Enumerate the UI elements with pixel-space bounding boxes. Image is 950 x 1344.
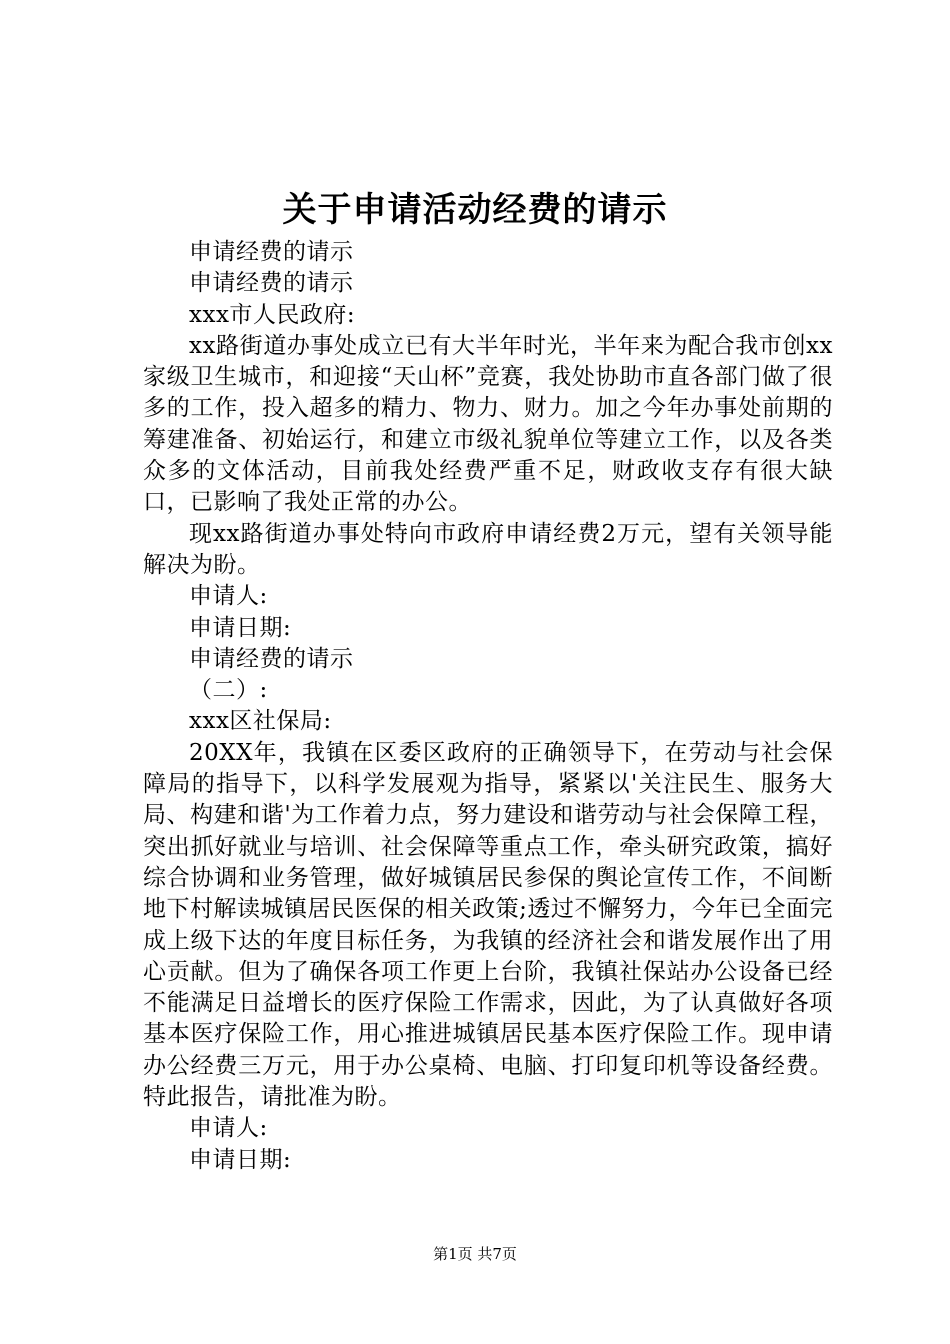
document-title: 关于申请活动经费的请示 xyxy=(282,190,668,230)
paragraph: 申请日期: xyxy=(189,1146,292,1173)
paragraph: xxx市人民政府: xyxy=(189,301,356,328)
paragraph: 申请人: xyxy=(189,1115,268,1142)
paragraph: 申请日期: xyxy=(189,614,292,641)
paragraph: （二）: xyxy=(189,677,268,704)
paragraph: xxx区社保局: xyxy=(189,708,332,735)
paragraph: 申请经费的请示 xyxy=(189,239,354,265)
document-body xyxy=(143,237,833,1176)
page-footer: 第1页 共7页 xyxy=(433,1245,517,1263)
paragraph: 申请经费的请示 xyxy=(189,270,354,297)
paragraph: 20XX年，我镇在区委区政府的正确领导下，在劳动与社会保障局的指导下，以科学发展观为指导，紧紧以'关注民生、服务大局、构建和谐'为工作着力点，努力建设和谐劳动与社会保障工程，突出抓好就业与培训、社会保障等重点工作，牵头研究政策，搞好综合协调和业务管理，做好城镇居民参保的舆论宣传工作，不间断地下村解读城镇居民医保的相关政策;透过不懈努力，今年已全面完成上级下达的年度目标任务，为我镇的经济社会和谐发展作出了用心贡献。但为了确保各项工作更上台阶，我镇社保站办公设备已经不能满足日益增长的医疗保险工作需求，因此，为了认真做好各项基本医疗保险工作，用心推进城镇居民基本医疗保险工作。现申请办公经费三万元，用于办公桌椅、电脑、打印复印机等设备经费。特此报告，请批准为盼。 xyxy=(143,739,833,1111)
paragraph: 申请人: xyxy=(189,583,268,610)
paragraph: 申请经费的请示 xyxy=(189,645,354,672)
paragraph: 现xx路街道办事处特向市政府申请经费2万元，望有关领导能解决为盼。 xyxy=(143,520,833,578)
paragraph: xx路街道办事处成立已有大半年时光，半年来为配合我市创xx家级卫生城市，和迎接“天山杯”竞赛，我处协助市直各部门做了很多的工作，投入超多的精力、物力、财力。加之今年办事处前期的筹建准备、初始运行，和建立市级礼貌单位等建立工作，以及各类众多的文体活动，目前我处经费严重不足，财政收支存有很大缺口，已影响了我处正常的办公。 xyxy=(143,332,833,516)
